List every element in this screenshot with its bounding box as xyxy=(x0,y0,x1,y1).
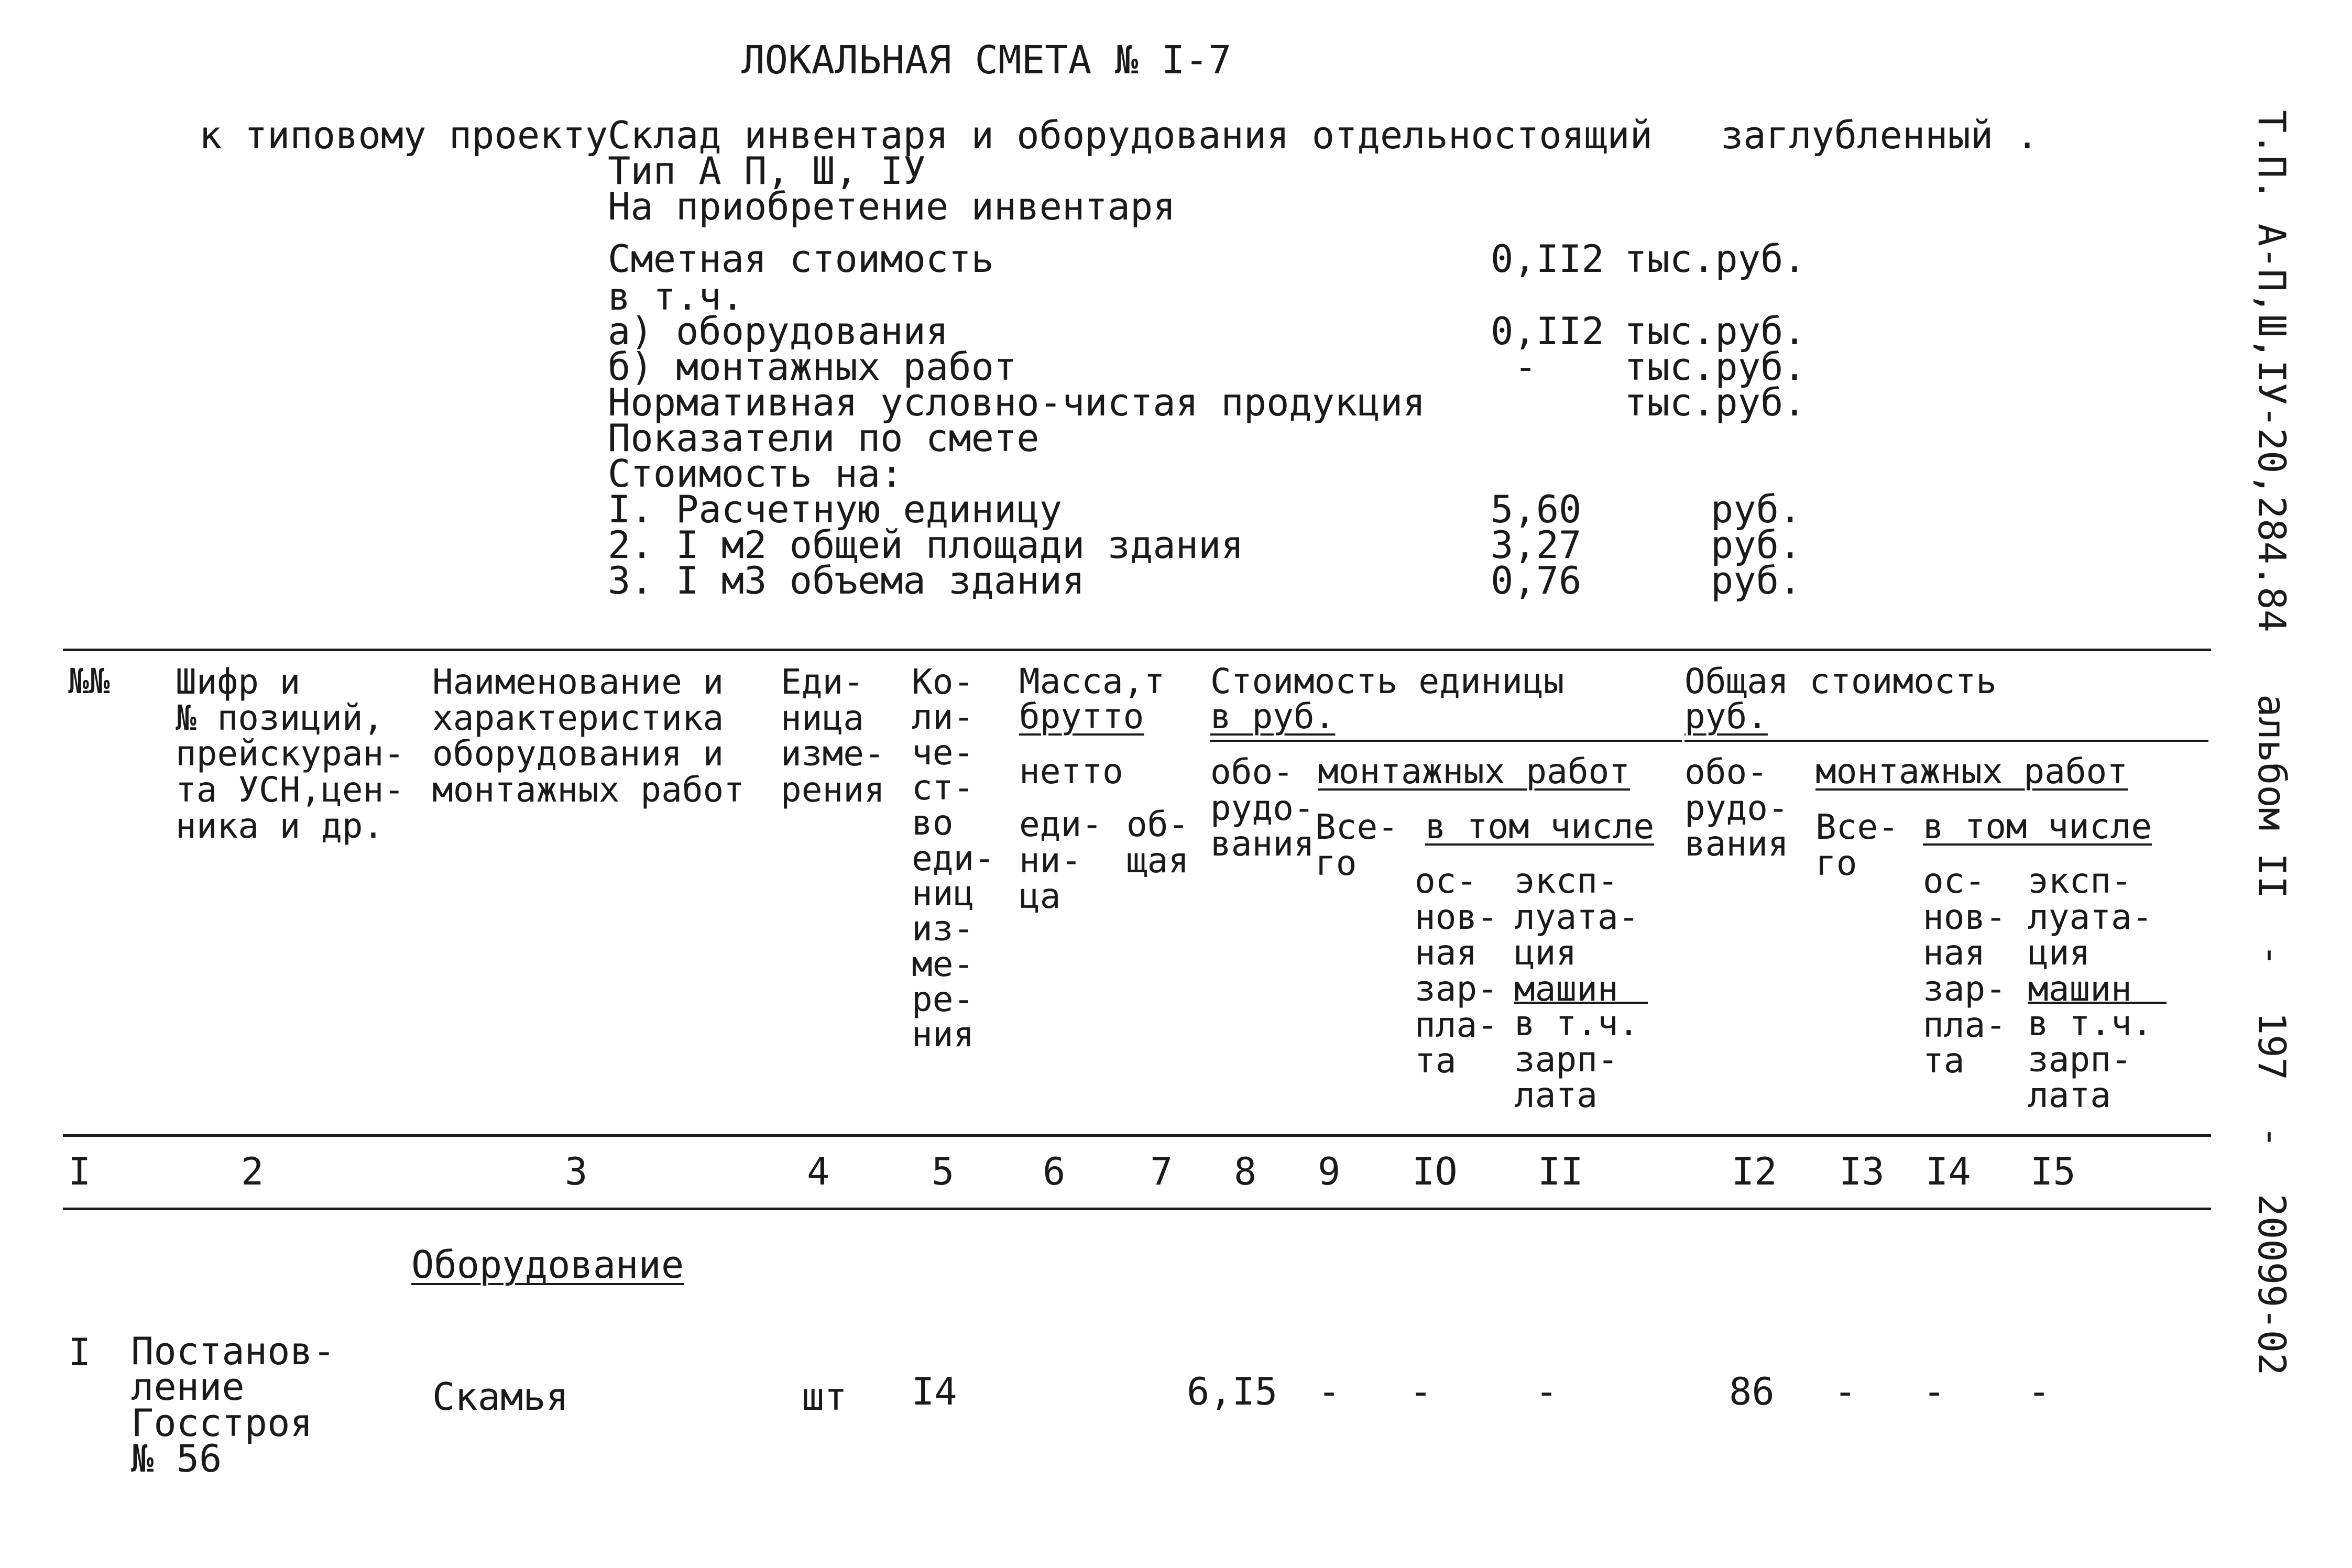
summary-value: - xyxy=(1514,345,1537,389)
header-total-machine: эксп- луата- ция машин xyxy=(2028,861,2153,1009)
column-number: 8 xyxy=(1234,1149,1257,1193)
row-equip-total-cost: 86 xyxy=(1729,1369,1775,1413)
header-unit-cost-title: Стоимость единицы xyxy=(1210,661,1565,701)
header-bottom-rule xyxy=(63,1134,2211,1137)
header-mass-unit: еди- ни- ца xyxy=(1019,804,1102,917)
header-col-code: Шифр и № позиций, прейскуран- та УСН,цен- ника и др. xyxy=(176,662,405,846)
header-mass-netto: нетто xyxy=(1019,751,1123,792)
header-total-basic-salary: ос- нов- ная зар- пла- та xyxy=(1923,861,2006,1081)
column-number: IO xyxy=(1412,1149,1458,1193)
header-total-cost-sub: руб. xyxy=(1684,696,1768,737)
summary-label: 3. I м3 объема здания xyxy=(608,558,1085,602)
column-number: 6 xyxy=(1043,1149,1066,1193)
header-col-number: №№ xyxy=(68,661,110,701)
column-number: 4 xyxy=(807,1149,830,1193)
header-unit-machine-salary: в т.ч. зарп- лата xyxy=(1514,1003,1639,1116)
row-mount-total: - xyxy=(1318,1369,1341,1413)
header-total-equipment: обо- рудо- вания xyxy=(1684,752,1789,864)
row-total-mount-all: - xyxy=(1834,1369,1857,1413)
summary-value: 3,27 xyxy=(1491,523,1582,567)
summary-unit: тыс.руб. xyxy=(1624,345,1806,389)
project-name: Склад инвентаря и оборудования отдельностоящий заглубленный . xyxy=(608,113,2039,157)
summary-unit: тыс.руб. xyxy=(1624,237,1806,281)
row-mount-machine: - xyxy=(1535,1369,1558,1413)
row-total-mount-salary: - xyxy=(1923,1369,1946,1413)
column-number: 2 xyxy=(241,1149,264,1193)
header-unit-machine: эксп- луата- ция машин xyxy=(1514,861,1639,1009)
row-name: Скамья xyxy=(432,1375,569,1419)
summary-label: Показатели по смете xyxy=(608,416,1040,460)
column-number: 7 xyxy=(1150,1149,1173,1193)
summary-label: 2. I м2 общей площади здания xyxy=(608,523,1244,567)
header-total-all: Все- го xyxy=(1815,807,1899,883)
summary-label: Стоимость на: xyxy=(608,452,903,496)
header-mass-brutto: брутто xyxy=(1019,696,1144,737)
table-top-rule xyxy=(63,649,2211,651)
column-number: II xyxy=(1538,1149,1583,1193)
summary-label: I. Расчетную единицу xyxy=(608,487,1062,531)
total-cost-underline xyxy=(1684,740,2208,742)
summary-label: б) монтажных работ xyxy=(608,345,1017,389)
row-number: I xyxy=(68,1330,91,1374)
summary-value: 0,II2 xyxy=(1491,237,1604,281)
summary-unit: руб. xyxy=(1711,558,1802,602)
summary-label: Сметная стоимость xyxy=(608,237,994,281)
summary-label: в т.ч. xyxy=(608,275,745,319)
column-number: 5 xyxy=(932,1149,955,1193)
unit-cost-underline xyxy=(1210,740,1682,742)
summary-value: 0,II2 xyxy=(1491,309,1604,353)
row-unit: шт xyxy=(802,1375,847,1419)
row-equip-unit-cost: 6,I5 xyxy=(1187,1369,1278,1413)
summary-unit: руб. xyxy=(1711,487,1802,531)
summary-label: Нормативная условно-чистая продукция xyxy=(608,380,1426,424)
summary-value: 5,60 xyxy=(1491,487,1582,531)
column-number: I4 xyxy=(1926,1149,1971,1193)
album-reference: альбом II - 197 - 20099-02 xyxy=(2250,694,2294,1376)
project-type: Тип А П, Ш, IУ xyxy=(608,149,926,193)
column-numbers-bottom-rule xyxy=(63,1208,2211,1210)
summary-value: 0,76 xyxy=(1491,558,1582,602)
row-code: Постанов- ление Госстроя № 56 xyxy=(131,1329,336,1481)
header-total-mounting: монтажных работ xyxy=(1815,751,2128,792)
header-unit-mounting: монтажных работ xyxy=(1318,751,1631,792)
header-col-unit: Еди- ница изме- рения xyxy=(781,662,885,810)
header-unit-basic-salary: ос- нов- ная зар- пла- та xyxy=(1415,861,1498,1081)
summary-unit: руб. xyxy=(1711,523,1802,567)
header-total-machine-salary: в т.ч. зарп- лата xyxy=(2028,1003,2153,1116)
column-number: I xyxy=(68,1149,91,1193)
column-number: 3 xyxy=(565,1149,588,1193)
column-number: 9 xyxy=(1318,1149,1341,1193)
header-col-quantity: Ко- ли- че- ст- во еди- ниц из- ме- ре- ния xyxy=(912,662,995,1055)
header-total-including: в том числе xyxy=(1923,806,2152,847)
header-col-name: Наименование и характеристика оборудования и монтажных работ xyxy=(432,662,745,810)
document-code: Т.П. А-П,Ш,IУ-20,284.84 xyxy=(2250,110,2294,632)
header-unit-equipment: обо- рудо- вания xyxy=(1210,752,1315,864)
header-mass-total: об- щая xyxy=(1126,804,1189,881)
row-total-mount-machine: - xyxy=(2028,1369,2051,1413)
header-unit-total: Все- го xyxy=(1315,807,1398,883)
summary-label: а) оборудования xyxy=(608,309,949,353)
header-mass-title: Масса,т xyxy=(1019,661,1165,701)
header-unit-cost-sub: в руб. xyxy=(1210,696,1336,737)
header-total-cost-title: Общая стоимость xyxy=(1684,661,1997,701)
project-purpose: На приобретение инвентаря xyxy=(608,184,1176,228)
column-number: I2 xyxy=(1732,1149,1777,1193)
column-number: I5 xyxy=(2030,1149,2076,1193)
column-number: I3 xyxy=(1839,1149,1885,1193)
estimate-title: ЛОКАЛЬНАЯ СМЕТА № I-7 xyxy=(741,38,1232,83)
summary-unit: тыс.руб. xyxy=(1624,380,1806,424)
project-prefix: к типовому проекту xyxy=(199,113,608,157)
section-title: Оборудование xyxy=(411,1243,684,1287)
row-quantity: I4 xyxy=(912,1369,957,1413)
header-unit-including: в том числе xyxy=(1425,806,1655,847)
summary-unit: тыс.руб. xyxy=(1624,309,1806,353)
row-mount-basic-salary: - xyxy=(1409,1369,1432,1413)
